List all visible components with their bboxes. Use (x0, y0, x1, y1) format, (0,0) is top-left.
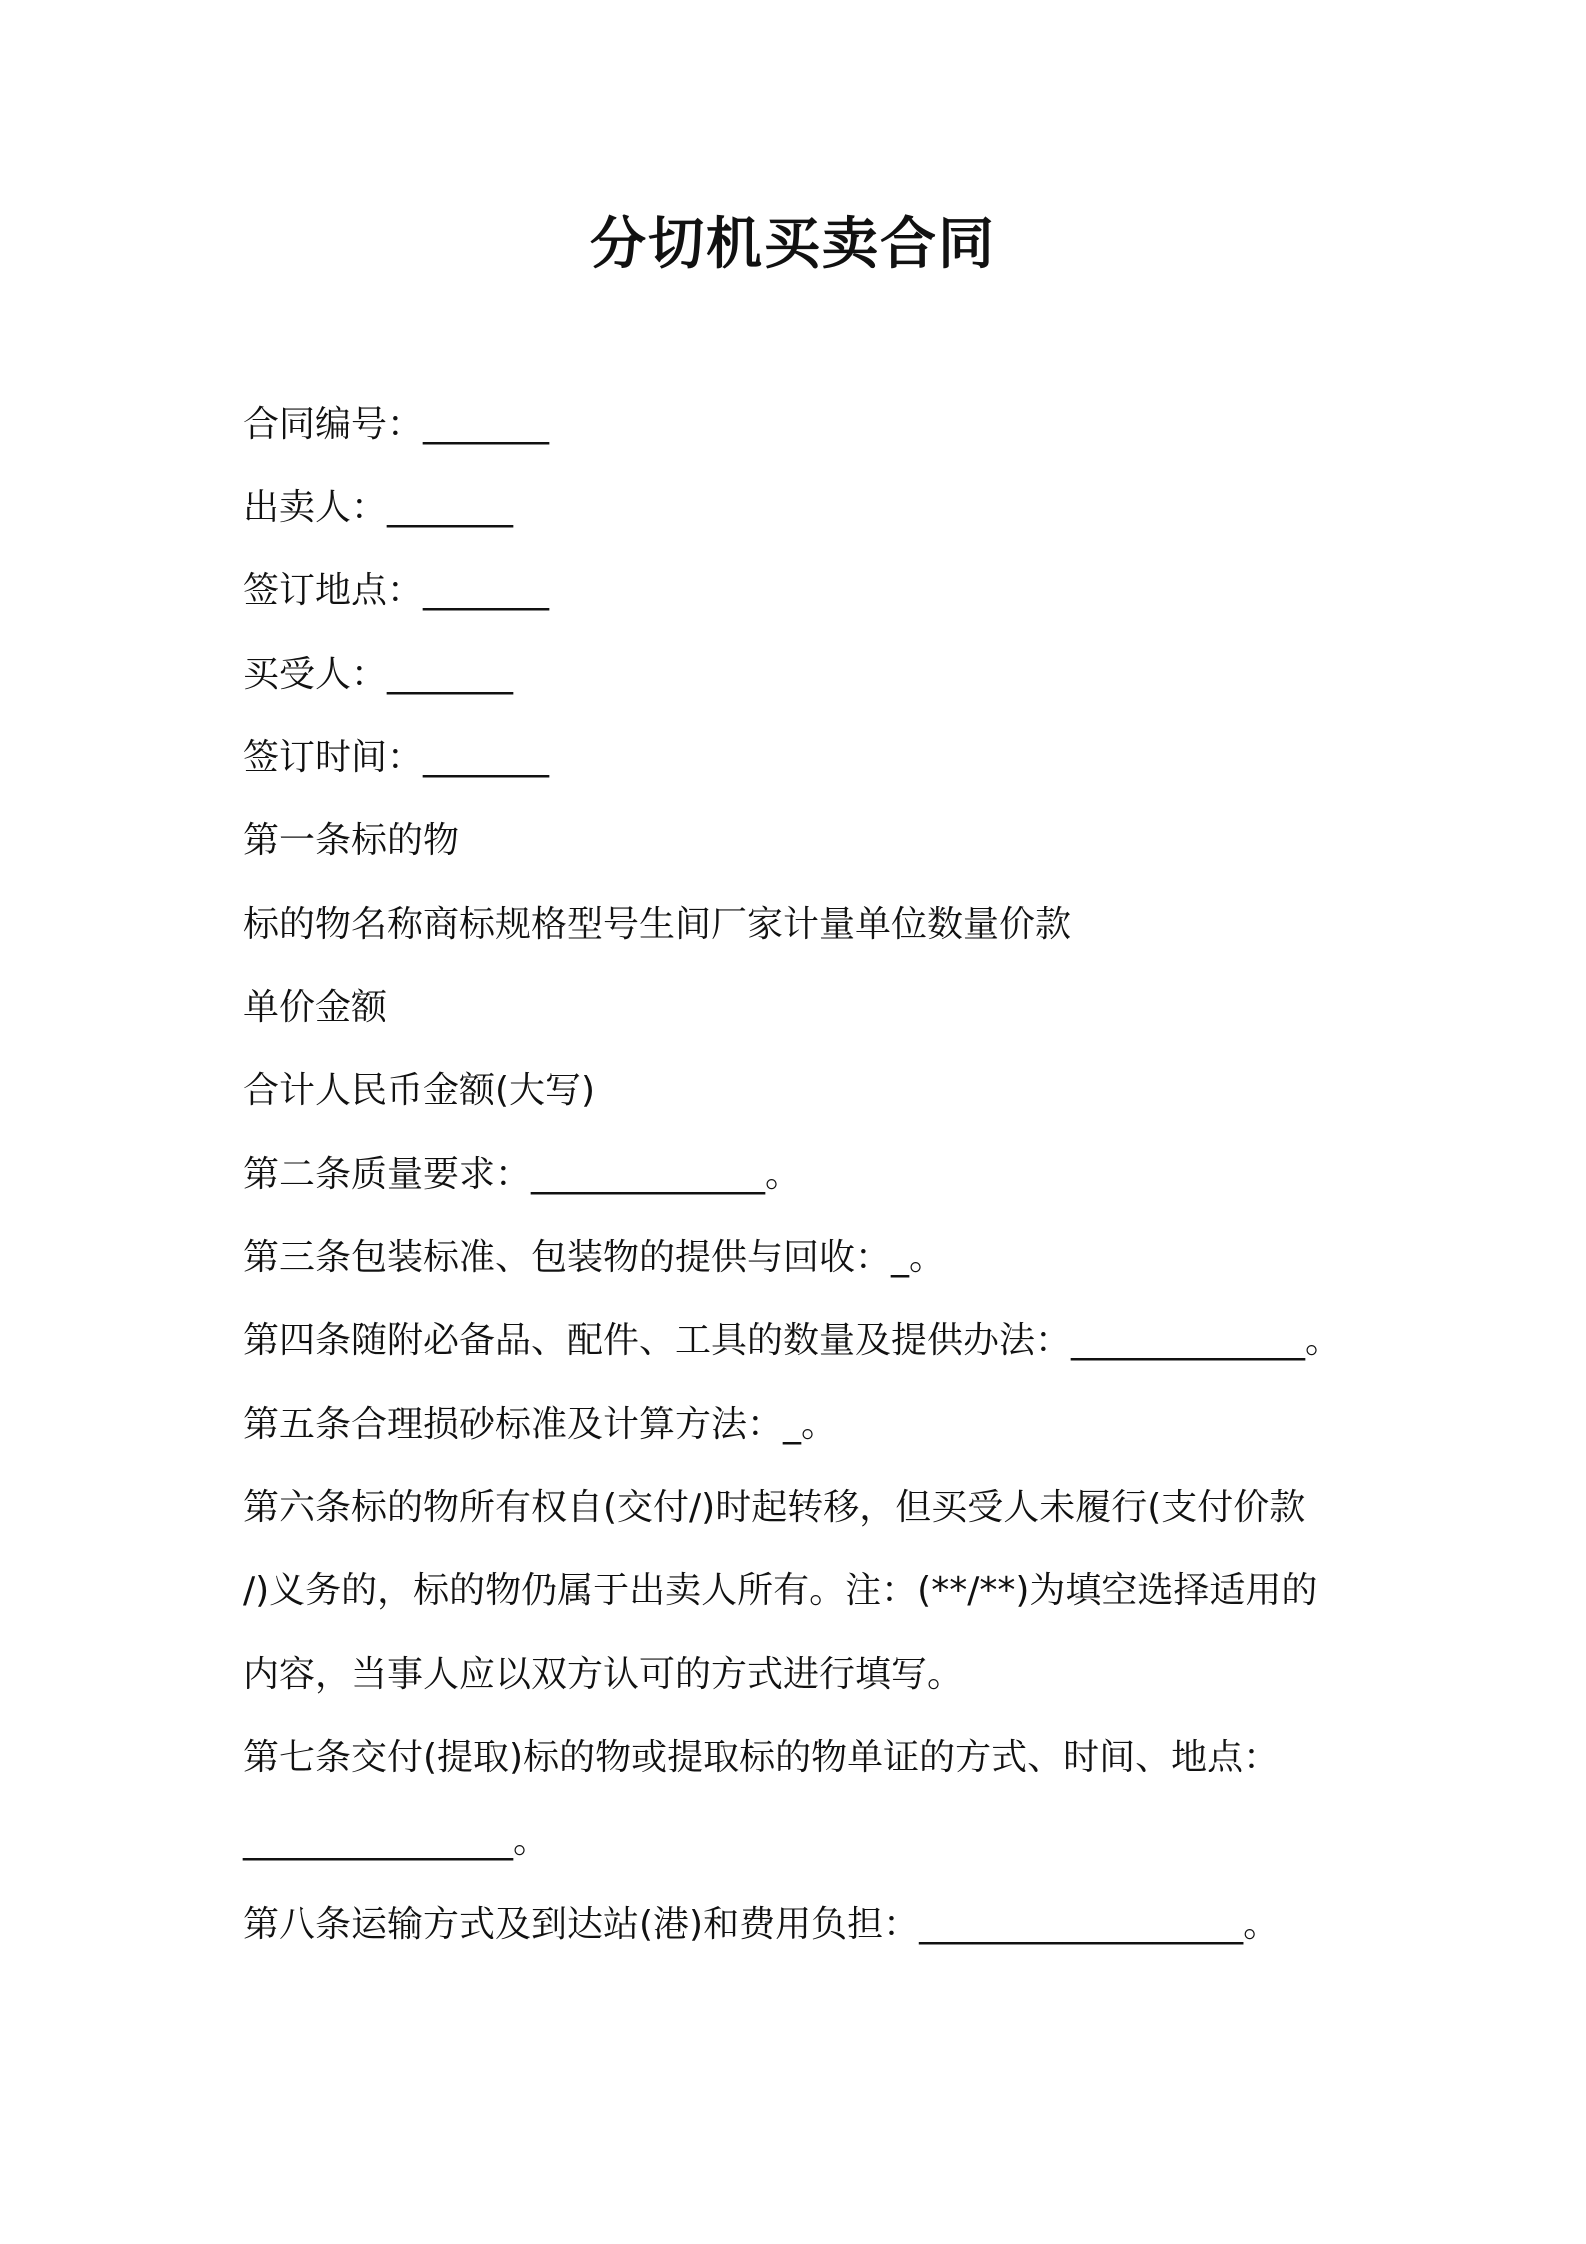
article-3-line: 第三条包装标准、包装物的提供与回收：_。 (243, 1237, 946, 1278)
signing-place-line: 签订地点：_______ (243, 570, 550, 611)
buyer-line: 买受人：_______ (243, 654, 514, 695)
article-7-line-1: 第七条交付(提取)标的物或提取标的物单证的方式、时间、地点： (243, 1737, 1280, 1778)
seller-line: 出卖人：_______ (243, 487, 514, 528)
total-amount-line: 合计人民币金额(大写) (243, 1070, 596, 1111)
article-6-line-1: 第六条标的物所有权自(交付/)时起转移，但买受人未履行(支付价款 (243, 1487, 1306, 1528)
article-7-line-2: _______________。 (243, 1820, 549, 1861)
contract-number-line: 合同编号：_______ (243, 404, 550, 445)
article-6-line-3: 内容，当事人应以双方认可的方式进行填写。 (243, 1654, 964, 1695)
article-1-heading: 第一条标的物 (243, 820, 460, 861)
article-8-line: 第八条运输方式及到达站(港)和费用负担：__________________。 (243, 1904, 1280, 1945)
article-2-line: 第二条质量要求：_____________。 (243, 1154, 802, 1195)
article-4-line: 第四条随附必备品、配件、工具的数量及提供办法：_____________。 (243, 1320, 1342, 1361)
article-5-line: 第五条合理损砂标准及计算方法：_。 (243, 1404, 838, 1445)
subject-columns-line: 标的物名称商标规格型号生间厂家计量单位数量价款 (243, 904, 1072, 945)
signing-time-line: 签订时间：_______ (243, 737, 550, 778)
unit-price-line: 单价金额 (243, 987, 388, 1028)
document-title: 分切机买卖合同 (590, 212, 996, 277)
article-6-line-2: /)义务的，标的物仍属于出卖人所有。注：(**/**)为填空选择适用的 (243, 1570, 1318, 1611)
